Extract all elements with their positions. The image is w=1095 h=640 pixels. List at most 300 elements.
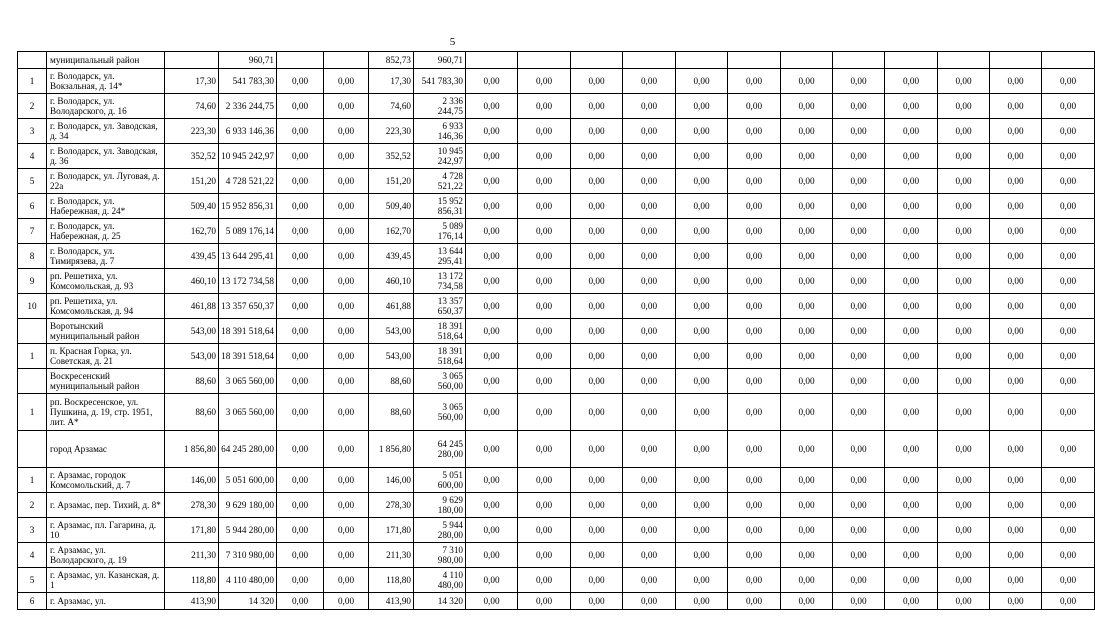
table-row — [18, 119, 1095, 144]
value-cell: 0,00 — [571, 219, 623, 244]
value-cell: 0,00 — [623, 568, 676, 593]
value-cell: 0,00 — [885, 319, 938, 344]
row-number-cell: 2 — [18, 493, 47, 518]
value-cell: 0,00 — [885, 119, 938, 144]
table-row — [18, 269, 1095, 294]
address-cell: г. Володарск, ул. Заводская, д. 34 — [47, 119, 165, 144]
value-cell: 0,00 — [1042, 568, 1095, 593]
value-cell: 0,00 — [623, 543, 676, 568]
value-cell: 0,00 — [728, 593, 781, 610]
value-cell — [571, 52, 623, 69]
value-cell: 0,00 — [518, 344, 571, 369]
total-cost-cell: 4 728 521,22 — [219, 169, 277, 194]
value-cell: 0,00 — [571, 69, 623, 94]
value-cell: 0,00 — [990, 468, 1042, 493]
address-cell: рп. Решетиха, ул. Комсомольская, д. 93 — [47, 269, 165, 294]
value-cell: 0,00 — [466, 244, 518, 269]
table-row — [18, 169, 1095, 194]
fund-cell: 0,00 — [324, 169, 369, 194]
row-number-cell: 2 — [18, 94, 47, 119]
value-cell: 0,00 — [1042, 344, 1095, 369]
value-cell: 0,00 — [1042, 543, 1095, 568]
value-cell: 0,00 — [728, 119, 781, 144]
value-cell: 0,00 — [1042, 593, 1095, 610]
address-cell: г. Володарск, ул. Заводская, д. 36 — [47, 144, 165, 169]
area-cell: 352,52 — [369, 144, 414, 169]
address-cell: Воротынский муниципальный район — [47, 319, 165, 344]
fund-cell: 0,00 — [324, 369, 369, 394]
value-cell: 0,00 — [990, 518, 1042, 543]
value-cell: 0,00 — [1042, 194, 1095, 219]
area-cell: 88,60 — [165, 369, 219, 394]
area-cell: 543,00 — [165, 344, 219, 369]
area-cell: 146,00 — [369, 468, 414, 493]
value-cell: 0,00 — [571, 194, 623, 219]
value-cell: 0,00 — [571, 593, 623, 610]
table-row — [18, 319, 1095, 344]
value-cell: 0,00 — [885, 369, 938, 394]
fund-cell: 0,00 — [277, 144, 324, 169]
value-cell: 0,00 — [676, 169, 728, 194]
total-cost-cell: 13 644 295,41 — [414, 244, 466, 269]
value-cell: 0,00 — [1042, 144, 1095, 169]
value-cell: 0,00 — [466, 593, 518, 610]
row-number-cell: 3 — [18, 518, 47, 543]
fund-cell: 0,00 — [277, 593, 324, 610]
total-cost-cell: 5 944 280,00 — [219, 518, 277, 543]
value-cell: 0,00 — [781, 431, 833, 468]
value-cell: 0,00 — [623, 493, 676, 518]
value-cell: 0,00 — [518, 244, 571, 269]
fund-cell: 0,00 — [324, 194, 369, 219]
value-cell: 0,00 — [990, 269, 1042, 294]
value-cell: 0,00 — [781, 69, 833, 94]
value-cell — [676, 52, 728, 69]
address-cell: г. Арзамас, ул. — [47, 593, 165, 610]
value-cell: 0,00 — [781, 219, 833, 244]
value-cell: 0,00 — [833, 169, 885, 194]
total-cost-cell: 5 089 176,14 — [219, 219, 277, 244]
value-cell: 0,00 — [623, 219, 676, 244]
fund-cell: 0,00 — [324, 568, 369, 593]
total-cost-cell: 541 783,30 — [219, 69, 277, 94]
value-cell: 0,00 — [676, 543, 728, 568]
value-cell: 0,00 — [990, 493, 1042, 518]
total-cost-cell: 3 065 560,00 — [414, 394, 466, 431]
area-cell: 413,90 — [369, 593, 414, 610]
fund-cell: 0,00 — [277, 169, 324, 194]
value-cell: 0,00 — [781, 244, 833, 269]
value-cell: 0,00 — [781, 169, 833, 194]
row-number-cell — [18, 369, 47, 394]
table-row — [18, 543, 1095, 568]
value-cell: 0,00 — [885, 593, 938, 610]
area-cell: 211,30 — [165, 543, 219, 568]
value-cell: 0,00 — [990, 94, 1042, 119]
value-cell: 0,00 — [938, 319, 990, 344]
area-cell: 151,20 — [369, 169, 414, 194]
area-cell: 118,80 — [165, 568, 219, 593]
value-cell: 0,00 — [1042, 244, 1095, 269]
total-cost-cell: 18 391 518,64 — [219, 319, 277, 344]
fund-cell: 0,00 — [324, 94, 369, 119]
value-cell: 0,00 — [518, 194, 571, 219]
value-cell: 0,00 — [885, 518, 938, 543]
area-cell: 460,10 — [369, 269, 414, 294]
value-cell: 0,00 — [833, 194, 885, 219]
total-cost-cell: 64 245 280,00 — [219, 431, 277, 468]
value-cell: 0,00 — [938, 394, 990, 431]
value-cell: 0,00 — [938, 219, 990, 244]
row-number-cell: 8 — [18, 244, 47, 269]
fund-cell: 0,00 — [277, 119, 324, 144]
area-cell: 74,60 — [165, 94, 219, 119]
value-cell: 0,00 — [1042, 493, 1095, 518]
value-cell: 0,00 — [990, 244, 1042, 269]
value-cell: 0,00 — [1042, 294, 1095, 319]
value-cell: 0,00 — [518, 219, 571, 244]
value-cell: 0,00 — [728, 244, 781, 269]
fund-cell: 0,00 — [324, 493, 369, 518]
value-cell: 0,00 — [676, 219, 728, 244]
area-cell: 509,40 — [369, 194, 414, 219]
register-table — [17, 51, 1095, 610]
row-number-cell: 6 — [18, 194, 47, 219]
table-row — [18, 144, 1095, 169]
address-cell: г. Володарск, ул. Набережная, д. 24* — [47, 194, 165, 219]
value-cell: 0,00 — [518, 431, 571, 468]
value-cell: 0,00 — [990, 344, 1042, 369]
row-number-cell: 1 — [18, 468, 47, 493]
value-cell: 0,00 — [1042, 431, 1095, 468]
value-cell: 0,00 — [518, 468, 571, 493]
value-cell: 0,00 — [728, 169, 781, 194]
value-cell: 0,00 — [990, 394, 1042, 431]
value-cell: 0,00 — [885, 344, 938, 369]
value-cell: 0,00 — [518, 319, 571, 344]
value-cell: 0,00 — [623, 269, 676, 294]
value-cell — [518, 52, 571, 69]
value-cell: 0,00 — [990, 194, 1042, 219]
total-cost-cell: 18 391 518,64 — [414, 344, 466, 369]
area-cell: 543,00 — [369, 344, 414, 369]
value-cell: 0,00 — [623, 119, 676, 144]
value-cell: 0,00 — [518, 369, 571, 394]
value-cell: 0,00 — [990, 119, 1042, 144]
table-row — [18, 194, 1095, 219]
total-cost-cell: 5 051 600,00 — [414, 468, 466, 493]
area-cell: 88,60 — [165, 394, 219, 431]
value-cell: 0,00 — [518, 543, 571, 568]
value-cell: 0,00 — [466, 219, 518, 244]
value-cell: 0,00 — [676, 119, 728, 144]
value-cell: 0,00 — [938, 69, 990, 94]
value-cell: 0,00 — [938, 269, 990, 294]
fund-cell: 0,00 — [324, 543, 369, 568]
total-cost-cell: 9 629 180,00 — [219, 493, 277, 518]
value-cell: 0,00 — [938, 344, 990, 369]
area-cell: 151,20 — [165, 169, 219, 194]
table-row — [18, 518, 1095, 543]
value-cell: 0,00 — [781, 493, 833, 518]
value-cell: 0,00 — [571, 169, 623, 194]
fund-cell: 0,00 — [277, 518, 324, 543]
table-row — [18, 369, 1095, 394]
value-cell: 0,00 — [466, 294, 518, 319]
total-cost-cell: 960,71 — [219, 52, 277, 69]
value-cell: 0,00 — [833, 468, 885, 493]
value-cell: 0,00 — [781, 593, 833, 610]
value-cell: 0,00 — [466, 69, 518, 94]
area-cell: 17,30 — [369, 69, 414, 94]
value-cell: 0,00 — [885, 169, 938, 194]
value-cell: 0,00 — [990, 431, 1042, 468]
value-cell: 0,00 — [466, 344, 518, 369]
value-cell: 0,00 — [676, 518, 728, 543]
value-cell: 0,00 — [466, 568, 518, 593]
fund-cell: 0,00 — [324, 319, 369, 344]
fund-cell: 0,00 — [324, 69, 369, 94]
value-cell: 0,00 — [466, 169, 518, 194]
fund-cell: 0,00 — [324, 294, 369, 319]
value-cell — [466, 52, 518, 69]
value-cell: 0,00 — [1042, 119, 1095, 144]
address-cell: г. Арзамас, ул. Казанская, д. 1 — [47, 568, 165, 593]
value-cell: 0,00 — [676, 319, 728, 344]
row-number-cell: 5 — [18, 169, 47, 194]
value-cell: 0,00 — [571, 294, 623, 319]
total-cost-cell: 14 320 — [414, 593, 466, 610]
value-cell — [938, 52, 990, 69]
value-cell: 0,00 — [571, 119, 623, 144]
table-row — [18, 52, 1095, 69]
area-cell: 413,90 — [165, 593, 219, 610]
value-cell: 0,00 — [676, 294, 728, 319]
area-cell: 543,00 — [165, 319, 219, 344]
value-cell: 0,00 — [990, 543, 1042, 568]
total-cost-cell: 64 245 280,00 — [414, 431, 466, 468]
value-cell: 0,00 — [728, 369, 781, 394]
value-cell: 0,00 — [623, 593, 676, 610]
value-cell: 0,00 — [833, 144, 885, 169]
address-cell: г. Володарск, ул. Вокзальная, д. 14* — [47, 69, 165, 94]
value-cell: 0,00 — [676, 493, 728, 518]
fund-cell: 0,00 — [324, 344, 369, 369]
value-cell: 0,00 — [781, 543, 833, 568]
total-cost-cell: 7 310 980,00 — [219, 543, 277, 568]
total-cost-cell: 2 336 244,75 — [219, 94, 277, 119]
total-cost-cell: 3 065 560,00 — [219, 369, 277, 394]
value-cell: 0,00 — [728, 493, 781, 518]
table-row — [18, 69, 1095, 94]
row-number-cell: 7 — [18, 219, 47, 244]
value-cell: 0,00 — [623, 94, 676, 119]
value-cell: 0,00 — [781, 144, 833, 169]
value-cell: 0,00 — [623, 294, 676, 319]
area-cell: 439,45 — [369, 244, 414, 269]
value-cell — [885, 52, 938, 69]
total-cost-cell: 13 172 734,58 — [414, 269, 466, 294]
total-cost-cell: 960,71 — [414, 52, 466, 69]
fund-cell: 0,00 — [277, 219, 324, 244]
value-cell: 0,00 — [466, 431, 518, 468]
area-cell: 352,52 — [165, 144, 219, 169]
total-cost-cell: 13 357 650,37 — [414, 294, 466, 319]
value-cell: 0,00 — [518, 593, 571, 610]
fund-cell: 0,00 — [277, 394, 324, 431]
fund-cell: 0,00 — [277, 319, 324, 344]
fund-cell: 0,00 — [277, 493, 324, 518]
value-cell: 0,00 — [885, 244, 938, 269]
value-cell — [990, 52, 1042, 69]
value-cell: 0,00 — [833, 543, 885, 568]
value-cell: 0,00 — [518, 169, 571, 194]
value-cell: 0,00 — [781, 119, 833, 144]
value-cell: 0,00 — [833, 568, 885, 593]
value-cell: 0,00 — [885, 468, 938, 493]
value-cell: 0,00 — [571, 468, 623, 493]
fund-cell: 0,00 — [277, 431, 324, 468]
table-row — [18, 94, 1095, 119]
fund-cell: 0,00 — [277, 344, 324, 369]
value-cell: 0,00 — [728, 518, 781, 543]
total-cost-cell: 10 945 242,97 — [219, 144, 277, 169]
total-cost-cell: 13 357 650,37 — [219, 294, 277, 319]
value-cell: 0,00 — [728, 344, 781, 369]
value-cell: 0,00 — [833, 294, 885, 319]
value-cell: 0,00 — [781, 344, 833, 369]
value-cell: 0,00 — [676, 568, 728, 593]
total-cost-cell: 14 320 — [219, 593, 277, 610]
value-cell: 0,00 — [833, 319, 885, 344]
fund-cell: 0,00 — [324, 431, 369, 468]
value-cell: 0,00 — [1042, 269, 1095, 294]
total-cost-cell: 6 933 146,36 — [219, 119, 277, 144]
value-cell: 0,00 — [938, 144, 990, 169]
value-cell: 0,00 — [938, 119, 990, 144]
value-cell: 0,00 — [833, 431, 885, 468]
value-cell: 0,00 — [571, 394, 623, 431]
area-cell: 460,10 — [165, 269, 219, 294]
total-cost-cell: 2 336 244,75 — [414, 94, 466, 119]
value-cell: 0,00 — [990, 69, 1042, 94]
value-cell: 0,00 — [571, 518, 623, 543]
value-cell: 0,00 — [938, 194, 990, 219]
value-cell: 0,00 — [466, 319, 518, 344]
value-cell: 0,00 — [728, 319, 781, 344]
address-cell: г. Володарск, ул. Луговая, д. 22а — [47, 169, 165, 194]
value-cell: 0,00 — [1042, 94, 1095, 119]
address-cell: г. Володарск, ул. Набережная, д. 25 — [47, 219, 165, 244]
table-row — [18, 431, 1095, 468]
area-cell: 162,70 — [369, 219, 414, 244]
value-cell: 0,00 — [571, 94, 623, 119]
address-cell: г. Арзамас, городок Комсомольский, д. 7 — [47, 468, 165, 493]
value-cell: 0,00 — [518, 119, 571, 144]
table-row — [18, 294, 1095, 319]
table-row — [18, 344, 1095, 369]
value-cell: 0,00 — [728, 468, 781, 493]
table-row — [18, 219, 1095, 244]
value-cell: 0,00 — [885, 194, 938, 219]
value-cell: 0,00 — [938, 369, 990, 394]
value-cell: 0,00 — [676, 431, 728, 468]
address-cell: рп. Воскресенское, ул. Пушкина, д. 19, стр. 1951, лит. А* — [47, 394, 165, 431]
value-cell: 0,00 — [833, 518, 885, 543]
area-cell: 543,00 — [369, 319, 414, 344]
value-cell: 0,00 — [571, 493, 623, 518]
value-cell: 0,00 — [676, 394, 728, 431]
value-cell: 0,00 — [938, 543, 990, 568]
total-cost-cell: 3 065 560,00 — [414, 369, 466, 394]
row-number-cell: 5 — [18, 568, 47, 593]
area-cell: 88,60 — [369, 369, 414, 394]
value-cell: 0,00 — [885, 94, 938, 119]
area-cell: 461,88 — [165, 294, 219, 319]
value-cell: 0,00 — [1042, 468, 1095, 493]
fund-cell: 0,00 — [324, 269, 369, 294]
value-cell: 0,00 — [623, 431, 676, 468]
total-cost-cell: 6 933 146,36 — [414, 119, 466, 144]
fund-cell: 0,00 — [277, 244, 324, 269]
fund-cell: 0,00 — [324, 244, 369, 269]
value-cell: 0,00 — [885, 394, 938, 431]
value-cell: 0,00 — [781, 369, 833, 394]
value-cell: 0,00 — [833, 593, 885, 610]
fund-cell: 0,00 — [277, 468, 324, 493]
address-cell: муниципальный район — [47, 52, 165, 69]
value-cell: 0,00 — [833, 219, 885, 244]
total-cost-cell: 15 952 856,31 — [414, 194, 466, 219]
value-cell: 0,00 — [781, 468, 833, 493]
value-cell: 0,00 — [676, 194, 728, 219]
value-cell: 0,00 — [1042, 169, 1095, 194]
value-cell: 0,00 — [1042, 319, 1095, 344]
fund-cell: 0,00 — [324, 394, 369, 431]
value-cell: 0,00 — [518, 568, 571, 593]
value-cell: 0,00 — [571, 144, 623, 169]
value-cell: 0,00 — [781, 394, 833, 431]
total-cost-cell: 7 310 980,00 — [414, 543, 466, 568]
value-cell: 0,00 — [938, 518, 990, 543]
value-cell: 0,00 — [833, 269, 885, 294]
value-cell: 0,00 — [676, 144, 728, 169]
value-cell: 0,00 — [781, 518, 833, 543]
area-cell: 852,73 — [369, 52, 414, 69]
value-cell: 0,00 — [676, 69, 728, 94]
total-cost-cell: 4 728 521,22 — [414, 169, 466, 194]
value-cell: 0,00 — [466, 194, 518, 219]
value-cell: 0,00 — [676, 593, 728, 610]
value-cell: 0,00 — [466, 543, 518, 568]
value-cell: 0,00 — [623, 69, 676, 94]
table-row — [18, 593, 1095, 610]
value-cell: 0,00 — [990, 144, 1042, 169]
table-row — [18, 493, 1095, 518]
value-cell: 0,00 — [518, 518, 571, 543]
value-cell: 0,00 — [466, 369, 518, 394]
value-cell: 0,00 — [676, 468, 728, 493]
value-cell: 0,00 — [1042, 219, 1095, 244]
fund-cell: 0,00 — [277, 369, 324, 394]
area-cell: 223,30 — [369, 119, 414, 144]
value-cell: 0,00 — [676, 344, 728, 369]
area-cell: 211,30 — [369, 543, 414, 568]
page-number: 5 — [449, 36, 456, 48]
value-cell — [833, 52, 885, 69]
total-cost-cell: 4 110 480,00 — [414, 568, 466, 593]
area-cell: 1 856,80 — [165, 431, 219, 468]
